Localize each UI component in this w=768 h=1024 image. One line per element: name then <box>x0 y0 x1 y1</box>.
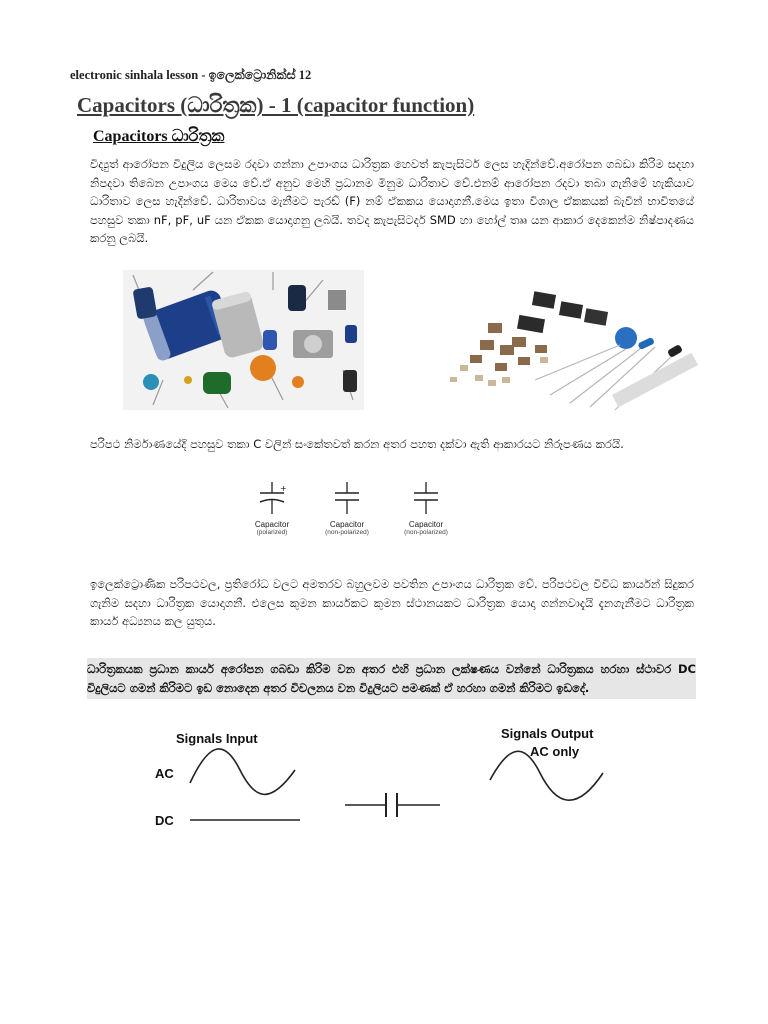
dc-label: DC <box>155 813 174 828</box>
signal-diagram <box>185 745 635 835</box>
signals-input-label: Signals Input <box>176 731 258 746</box>
section-title: Capacitors ධාරිත්‍රක <box>93 128 225 145</box>
lesson-header: electronic sinhala lesson - ඉලෙක්ට්‍රොනික්ස් 12 <box>70 68 312 82</box>
usage-paragraph: ඉලෙක්ට්‍රොණික පරිපථවල, ප්‍රතිරෝධ වලට අමතරව බහුලවම පවතින උපාංගය ධාරිත්‍රක වේ. පරිපථවල විවිධ කාර්යන් සිදුකර ගැනිම සදහා ධාරිත්‍රක යොදාගනී. එලෙස කුමන කාර්යකට කුමන ස්ථානයකට ධාරිත්‍රක යොදා ගන්නවාදැයි දැනගැනීමට ධාරිත්‍රක කාර්ය අධ්‍යනය කල යුතුය. <box>90 577 694 628</box>
ac-label: AC <box>155 766 174 781</box>
ac-only-label: AC only <box>530 744 580 759</box>
intro-paragraph: විද්‍යුත් ආරෝපන විදුලිය ලෙසම රදවා ගන්නා උපාංගය ධාරිත්‍රක හෙවත් කැපැසිටර් ලෙස හැදින්වේ.අරෝපන ගබඩා කිරිම සදහා නිපදවා තිබෙන උපාංගය මෙය වේ.ඒ අනුව මෙහි ප්‍රධානම මිනුම ධාරිතාව වේ.එනම් ආරෝපන රදවා තබා ගැනිමේ හැකියාව ධාරිතාව ලෙස හැදින්වේ. ධාරිතාවය මැනීමට පැරඩ් (F) නම් ඒකකය යොදාගනී.මෙය ඉතා විශාල ඒකකයක් බැවින් භාවිතයේ පහසුව තකා nF, pF, uF යන ඒකක යොදාගනු ලබයි. තවද කැපැසිටර්ද SMD හා හෝල් තෲ යන ආකාර දෙකෙන්ම නිෂ්පාදණය කරනු ලබයි. <box>90 157 694 245</box>
smd-capacitors-photo <box>440 285 710 415</box>
through-hole-capacitors-photo <box>123 270 364 410</box>
symbol-label: Capacitor <box>329 520 365 529</box>
plus-sign: + <box>280 484 287 493</box>
capacitor-symbol-polarized <box>240 480 304 544</box>
capacitor-symbol-non-polarized-2 <box>394 480 458 544</box>
input-ac-wave <box>190 749 295 795</box>
non-polarized-capacitor-icon <box>315 480 379 516</box>
polarized-capacitor-icon <box>240 480 304 516</box>
symbol-type: (polarized) <box>256 529 288 536</box>
non-polarized-capacitor-icon <box>394 480 458 516</box>
page-title: Capacitors (ධාරිත්‍රක) - 1 (capacitor function) <box>77 93 475 117</box>
signals-output-label: Signals Output <box>501 726 594 741</box>
symbol-label: Capacitor <box>408 520 444 529</box>
capacitor-symbol-non-polarized-1 <box>315 480 379 544</box>
symbol-type: (non-polarized) <box>404 529 448 536</box>
function-paragraph: ධාරිත්‍රකයක ප්‍රධාන කාර්ය අරෝපන ගබඩා කිරිම වන අතර එහි ප්‍රධාන ලක්ෂණය වන්නේ ධාරිත්‍රකය හරහා ස්ථාවර DC විදුලියට ගමන් කිරිමට ඉඩ නොදෙන අතර විචලනය වන විදුලියට පමණක් ඒ හරහා ගමන් කිරිමට ඉඩදේ. <box>87 658 696 699</box>
symbol-label: Capacitor <box>254 520 290 529</box>
symbol-type: (non-polarized) <box>325 529 369 536</box>
output-ac-wave <box>490 751 603 800</box>
symbol-paragraph: පරිපථ නිර්මාණයේදි පහසුව තකා C වලින් සංකේතවත් කරන අතර පහත දක්වා ඇති ආකාරයට නිරූපණය කරයි. <box>90 437 624 451</box>
